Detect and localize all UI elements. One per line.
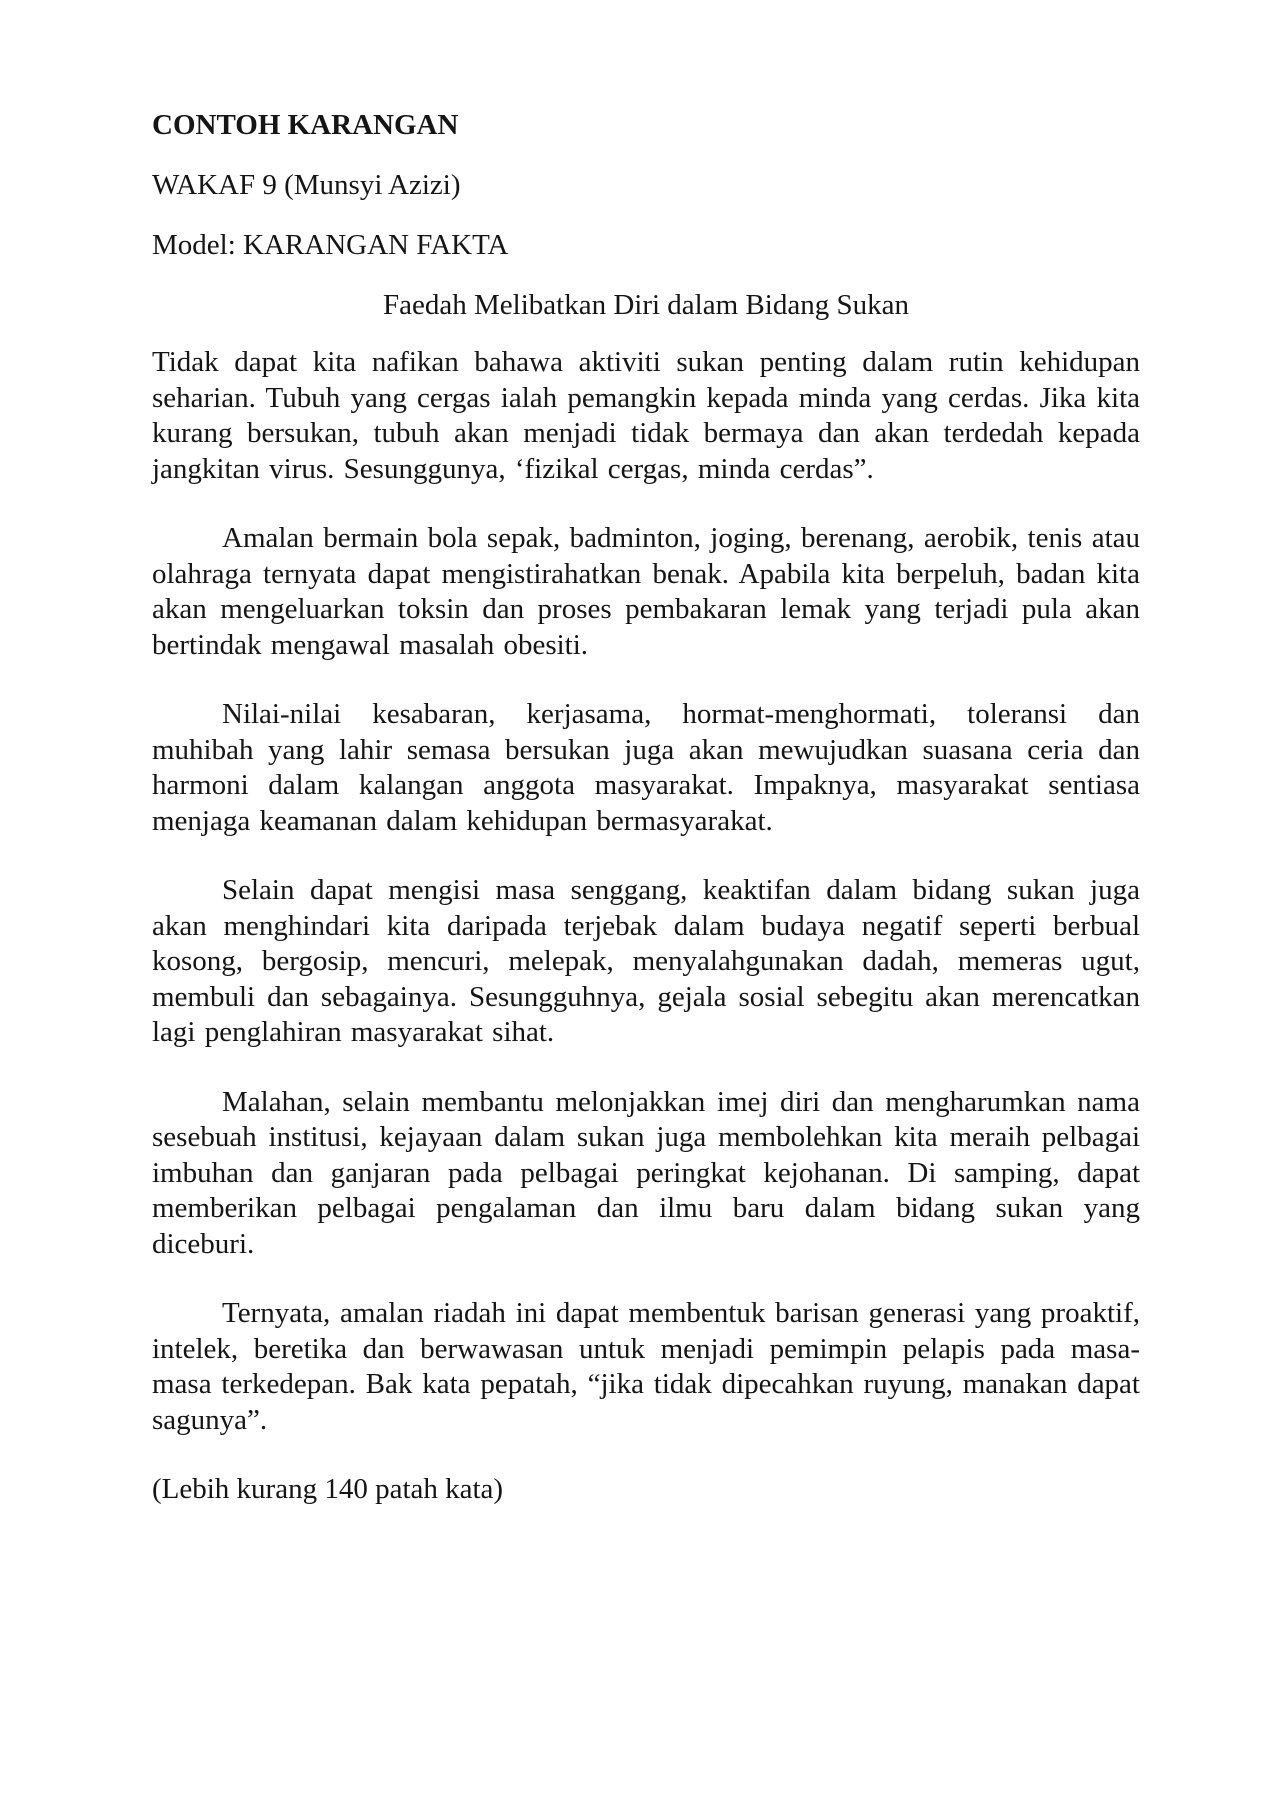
essay-paragraph-6: Ternyata, amalan riadah ini dapat membentuk barisan generasi yang proaktif, intelek, beretika dan berwawasan untuk menjadi pemimpin pelapis pada masa-masa terkedepan. Bak kata pepatah, “jika tidak dipecahkan ruyung, manakan dapat sagunya”.	[152, 1297, 1140, 1436]
essay-title: Faedah Melibatkan Diri dalam Bidang Sukan	[383, 289, 909, 321]
essay-paragraph-5: Malahan, selain membantu melonjakkan imej diri dan mengharumkan nama sesebuah institusi, kejayaan dalam sukan juga membolehkan kita meraih pelbagai imbuhan dan ganjaran pada pelbagai peringkat kejohanan. Di samping, dapat memberikan pelbagai pengalaman dan ilmu baru dalam bidang sukan yang diceburi.	[152, 1085, 1140, 1260]
essay-paragraph-2: Amalan bermain bola sepak, badminton, joging, berenang, aerobik, tenis atau olahraga ternyata dapat mengistirahatkan benak. Apabila kita berpeluh, badan kita akan mengeluarkan toksin dan proses pembakaran lemak yang terjadi pula akan bertindak mengawal masalah obesiti.	[152, 522, 1140, 661]
word-count-note: (Lebih kurang 140 patah kata)	[152, 1473, 504, 1505]
essay-paragraph-1: Tidak dapat kita nafikan bahawa aktiviti sukan penting dalam rutin kehidupan seharian. Tubuh yang cergas ialah pemangkin kepada minda yang cerdas. Jika kita kurang bersukan, tubuh akan menjadi tidak bermaya dan akan terdedah kepada jangkitan virus. Sesunggunya, ‘fizikal cergas, minda cerdas”.	[152, 346, 1140, 485]
document-heading: CONTOH KARANGAN	[152, 109, 459, 141]
wakaf-line: WAKAF 9 (Munsyi Azizi)	[152, 169, 461, 201]
essay-paragraph-3: Nilai-nilai kesabaran, kerjasama, hormat-menghormati, toleransi dan muhibah yang lahir semasa bersukan juga akan mewujudkan suasana ceria dan harmoni dalam kalangan anggota masyarakat. Impaknya, masyarakat sentiasa menjaga keamanan dalam kehidupan bermasyarakat.	[152, 698, 1140, 837]
model-line: Model: KARANGAN FAKTA	[152, 229, 509, 261]
essay-paragraph-4: Selain dapat mengisi masa senggang, keaktifan dalam bidang sukan juga akan menghindari kita daripada terjebak dalam budaya negatif seperti berbual kosong, bergosip, mencuri, melepak, menyalahgunakan dadah, memeras ugut, membuli dan sebagainya. Sesungguhnya, gejala sosial sebegitu akan merencatkan lagi penglahiran masyarakat sihat.	[152, 874, 1140, 1048]
